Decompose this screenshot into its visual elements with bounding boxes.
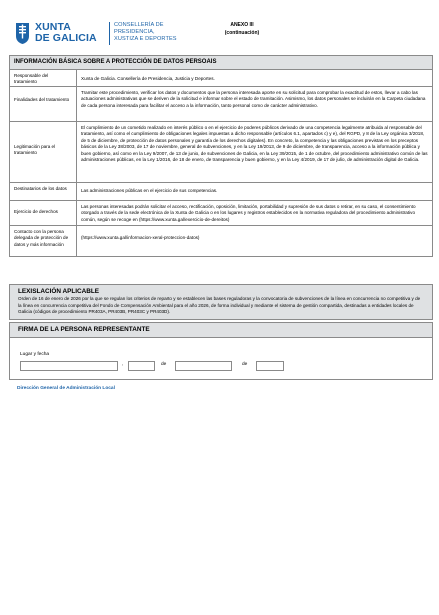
xunta-line2: DE GALICIA bbox=[35, 32, 97, 44]
xunta-line1: XUNTA bbox=[35, 21, 71, 33]
data-protection-table bbox=[9, 55, 433, 257]
year-input[interactable] bbox=[256, 361, 284, 371]
issuing-department: Dirección General de Administración Local bbox=[17, 386, 115, 391]
annex-continuation: (continuación) bbox=[224, 30, 260, 36]
logo-divider bbox=[109, 22, 110, 45]
place-input[interactable] bbox=[20, 361, 118, 371]
xunta-shield-icon bbox=[14, 21, 31, 45]
cons-line3: XUSTIZA E DEPORTES bbox=[114, 36, 177, 43]
conselleria-name bbox=[114, 22, 177, 44]
row-label: Destinatarios de los datos bbox=[10, 183, 77, 200]
table-row bbox=[10, 122, 432, 183]
row-label: Finalidades del tratamiento bbox=[10, 87, 77, 121]
annex-heading bbox=[212, 21, 272, 37]
annex-number: ANEXO III bbox=[230, 22, 254, 28]
row-label: Responsable del tratamiento bbox=[10, 70, 77, 86]
row-label: Contacto con la persona delegada de protección de datos y más información bbox=[10, 226, 77, 256]
row-label: Legitimación para el tratamiento bbox=[10, 122, 77, 182]
row-value: Las personas interesadas podrán solicitar el acceso, rectificación, oposición, limitación, portabilidad y supresión de sus datos o retirar, en su caso, el consentimiento otorgado a través de la sede electrónica de la Xunta de Galicia o en los lugares y registros establecidos en la normativa reguladora del procedimiento administrativo común, según se recoge en (https://www.xunta.gal/exercicio-de-dereitos) bbox=[81, 204, 416, 222]
row-value: (https://www.xunta.gal/informacion-xeral-proteccion-datos) bbox=[81, 235, 200, 240]
table-row bbox=[10, 201, 432, 226]
comma-separator: , bbox=[122, 362, 124, 367]
data-protection-title: INFORMACIÓN BÁSICA SOBRE A PROTECCIÓN DE DATOS PERSOAIS bbox=[10, 56, 432, 70]
table-row bbox=[10, 226, 432, 256]
table-row bbox=[10, 87, 432, 122]
day-input[interactable] bbox=[128, 361, 155, 371]
table-row bbox=[10, 70, 432, 87]
de-separator: de bbox=[161, 362, 167, 367]
place-date-label: Lugar y fecha bbox=[20, 352, 50, 357]
legislation-title: LEXISLACIÓN APLICABLE bbox=[18, 288, 100, 295]
xunta-wordmark bbox=[35, 22, 97, 44]
row-value: Las administraciones públicas en el ejercicio de sus competencias. bbox=[81, 188, 218, 193]
row-value: El cumplimiento de un cometido realizado en interés público o en el ejercicio de poderes públicos derivado de una competencia legalmente atribuida al responsable del tratamiento, así como el cumplimiento de obligaciones legales impuestas a dicho responsable (artículos 6.1, apartados c) y e), del RGPD, y 8 de la Ley orgánica 3/2018, de 5 de diciembre, de protección de datos personales y garantía de los derechos digitales). En concreto, la competencia y las obligaciones previstas en los preceptos básicos de la Ley 38/2003, de 17 de noviembre, general de subvenciones, y en la Ley 19/2013, de 9 de diciembre, de transparencia, acceso a la información pública y buen gobierno, así como en la Ley 9/2007, de 13 de junio, de subvenciones de Galicia, en la Ley 39/2015, de 1 de octubre, del procedimiento administrativo común de las administraciones públicas, en la Ley 1/2016, de 18 de enero, de transparencia y buen gobierno, y en la Ley 4/2019, de 17 de julio, de administración digital de Galicia. bbox=[81, 125, 428, 163]
legislation-section bbox=[9, 284, 433, 320]
row-value: Tramitar este procedimiento, verificar los datos y documentos que la persona interesada aporte en su solicitud para comprobar la exactitud de estos, llevar a cabo las actuaciones administrativas que se deriven de la solicitud e informar sobre el estado de tramitación. Asimismo, los datos personales se incluirán en la Carpeta ciudadana de cada persona interesada para facilitar el acceso a la información, tanto personal como de carácter administrativo. bbox=[81, 90, 426, 108]
cons-line1: CONSELLERÍA DE bbox=[114, 22, 164, 28]
de-separator: de bbox=[242, 362, 248, 367]
table-row bbox=[10, 183, 432, 201]
cons-line2: PRESIDENCIA, bbox=[114, 29, 155, 36]
signature-section bbox=[9, 322, 433, 380]
legislation-text: Orden de 16 de enero de 2026 por la que se regulan los criterios de reparto y se establecen las bases reguladoras y la convocatoria de subvenciones de la línea en concurrencia no competitiva y de la línea en concurrencia competitiva del Fondo de Compensación Ambiental para el año 2026, de forma individual y mediante el sistema de gestión compartida, destinadas a entidades locales de Galicia (códigos de procedimiento PR403A, PR403B, PR403C y PR403D). bbox=[18, 296, 421, 315]
xunta-logo bbox=[14, 21, 184, 49]
row-value: Xunta de Galicia. Consellería de Presidencia, Justicia y Deportes. bbox=[81, 76, 215, 81]
month-input[interactable] bbox=[175, 361, 232, 371]
row-label: Ejercicio de derechos bbox=[10, 201, 77, 225]
signature-title: FIRMA DE LA PERSONA REPRESENTANTE bbox=[10, 323, 432, 338]
